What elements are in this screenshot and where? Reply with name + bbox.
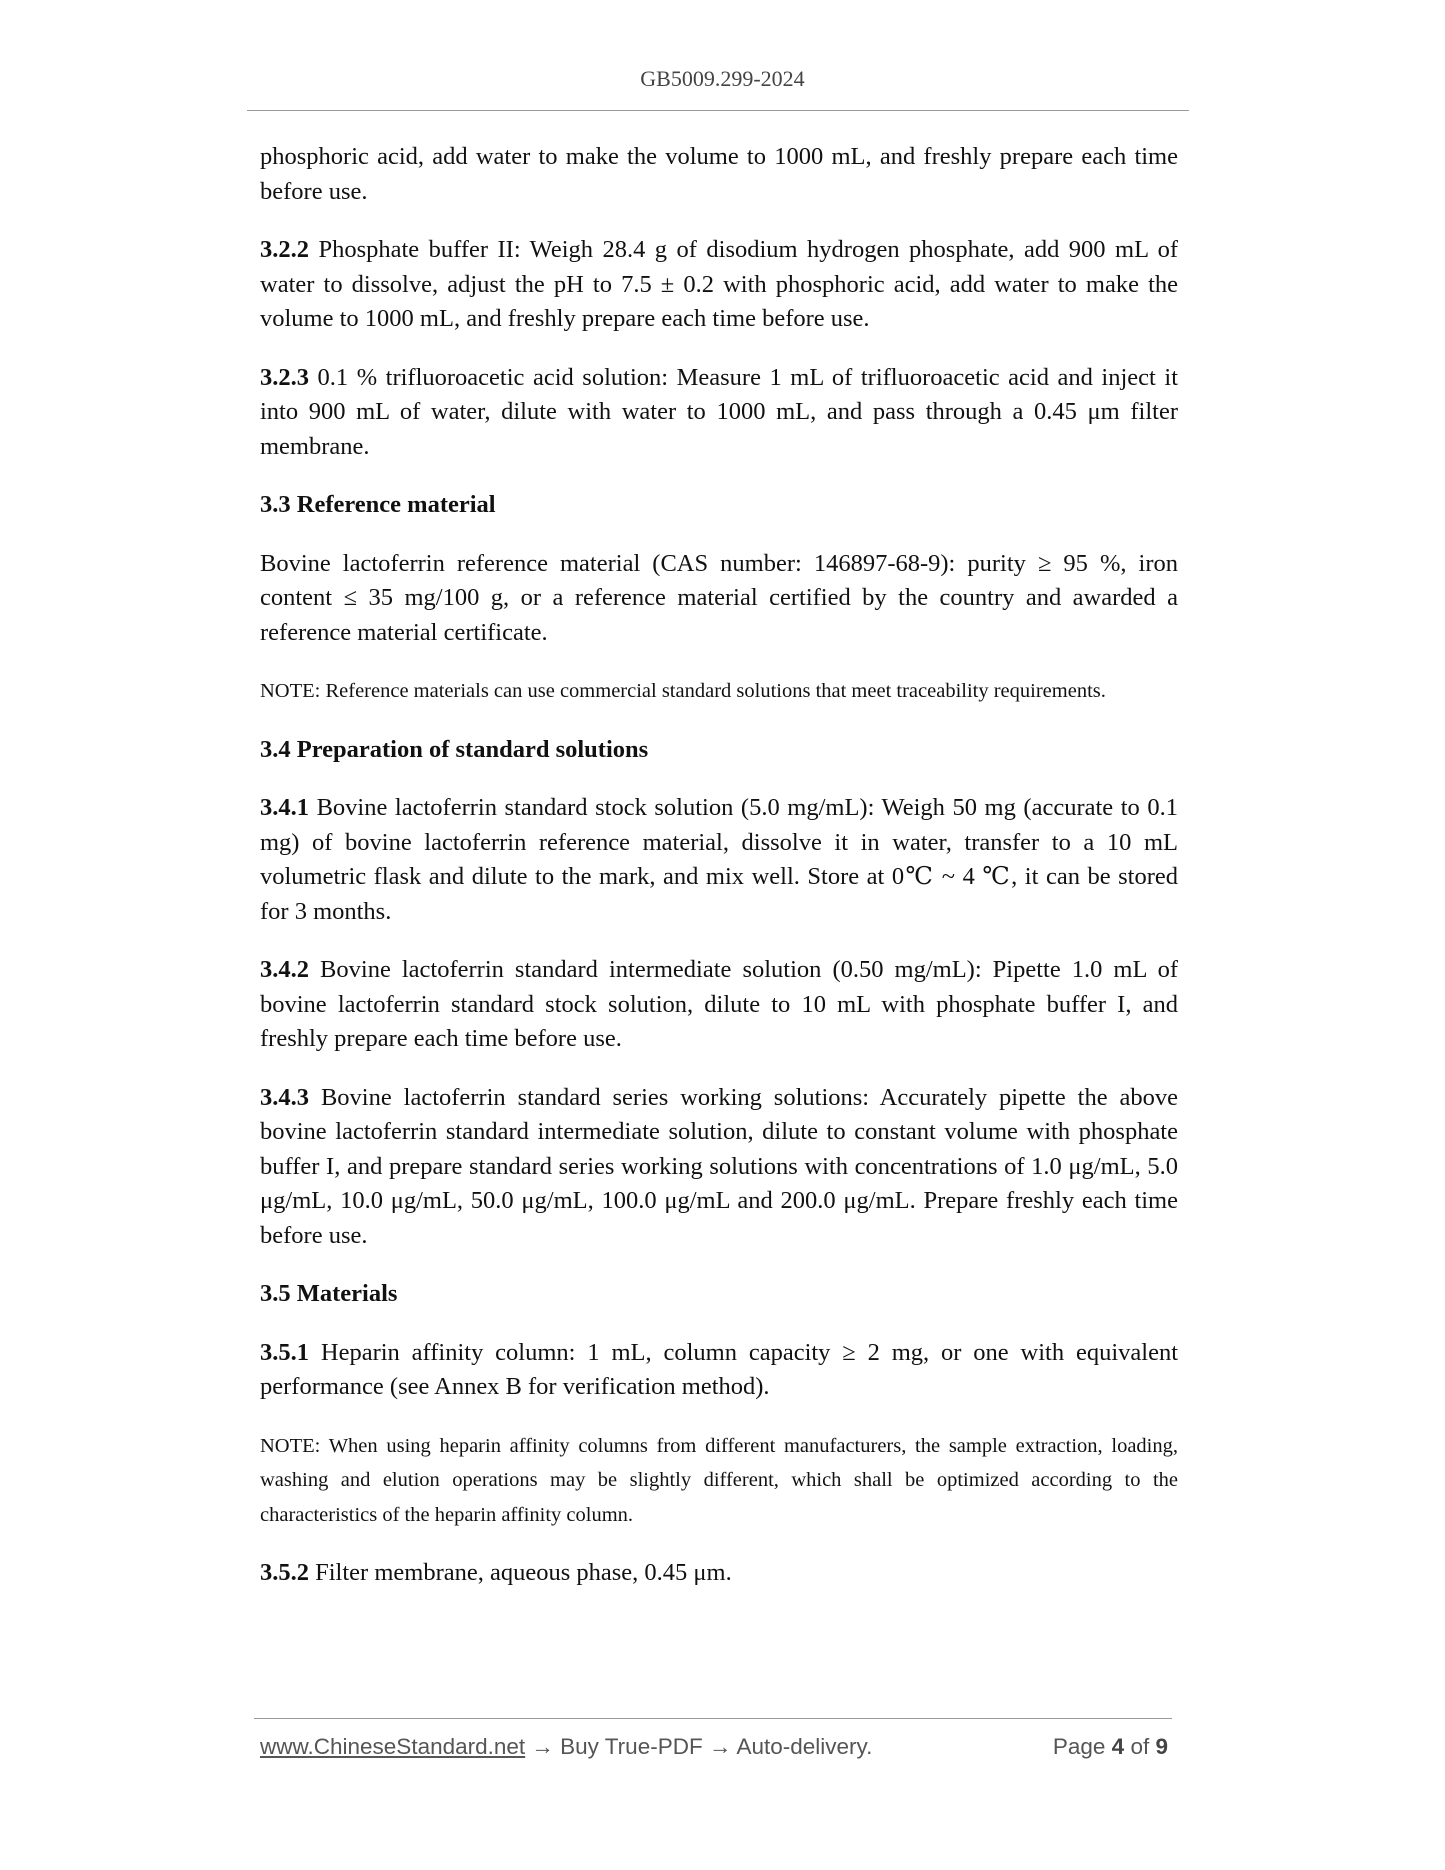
clause-3-4-3 bbox=[260, 1081, 1178, 1254]
clause-number: 3.5.1 bbox=[260, 1338, 309, 1366]
footer-divider bbox=[254, 1718, 1172, 1719]
clause-3-5-1 bbox=[260, 1336, 1178, 1405]
clause-3-5-2 bbox=[260, 1556, 1178, 1591]
clause-number: 3.4.3 bbox=[260, 1083, 309, 1111]
page-current: 4 bbox=[1111, 1734, 1125, 1759]
clause-number: 3.2.2 bbox=[260, 236, 309, 263]
footer-promo bbox=[260, 1734, 872, 1760]
clause-number: 3.4.2 bbox=[260, 956, 309, 983]
section-heading-3-3: 3.3 Reference material bbox=[260, 491, 496, 518]
clause-3-2-3 bbox=[260, 361, 1178, 465]
footer-promo-text: → Buy True-PDF → Auto-delivery. bbox=[525, 1734, 873, 1759]
document-body bbox=[260, 140, 1178, 1615]
section-heading-3-5: 3.5 Materials bbox=[260, 1280, 398, 1307]
clause-text: Bovine lactoferrin standard stock solution (5.0 mg/mL): Weigh 50 mg (accurate to 0.1 mg) of bovine lactoferrin reference material, dissolve it in water, transfer to a 10 mL volumetric flask and dilute to the mark, and mix well. Store at 0℃ ~ 4 ℃, it can be stored for 3 months. bbox=[260, 794, 1178, 925]
section-heading-3-4: 3.4 Preparation of standard solutions bbox=[260, 735, 649, 763]
clause-text: Heparin affinity column: 1 mL, column capacity ≥ 2 mg, or one with equivalent performance (see Annex B for verification method). bbox=[260, 1338, 1178, 1400]
header-divider bbox=[247, 110, 1189, 111]
clause-text: Filter membrane, aqueous phase, 0.45 μm. bbox=[315, 1559, 732, 1586]
clause-3-4-2 bbox=[260, 953, 1178, 1057]
page-footer bbox=[260, 1734, 1168, 1760]
clause-3-4-1 bbox=[260, 791, 1178, 929]
clause-text: Phosphate buffer II: Weigh 28.4 g of disodium hydrogen phosphate, add 900 mL of water to dissolve, adjust the pH to 7.5 ± 0.2 with phosphoric acid, add water to make the volume to 1000 mL, and freshly prepare each time before use. bbox=[260, 236, 1179, 332]
clause-3-2-2 bbox=[260, 233, 1178, 337]
clause-number: 3.4.1 bbox=[260, 794, 309, 821]
note-reference-material: NOTE: Reference materials can use commercial standard solutions that meet traceability requirements. bbox=[260, 680, 1106, 702]
page-of: of bbox=[1130, 1734, 1150, 1759]
clause-text: 0.1 % trifluoroacetic acid solution: Measure 1 mL of trifluoroacetic acid and inject it into 900 mL of water, dilute with water to 1000 mL, and pass through a 0.45 μm filter membrane. bbox=[260, 363, 1179, 460]
clause-text: Bovine lactoferrin standard intermediate solution (0.50 mg/mL): Pipette 1.0 mL of bovine lactoferrin standard stock solution, dilute to 10 mL with phosphate buffer I, and freshly prepare each time before use. bbox=[260, 956, 1179, 1052]
paragraph-continued: phosphoric acid, add water to make the volume to 1000 mL, and freshly prepare each time before use. bbox=[260, 143, 1178, 205]
site-link[interactable]: www.ChineseStandard.net bbox=[260, 1734, 526, 1759]
note-heparin-column: NOTE: When using heparin affinity columns from different manufacturers, the sample extraction, loading, washing and elution operations may be slightly different, which shall be optimized according to the characteristics of the heparin affinity column. bbox=[260, 1434, 1178, 1526]
page-indicator bbox=[1053, 1734, 1168, 1760]
page-total: 9 bbox=[1155, 1734, 1168, 1759]
clause-number: 3.2.3 bbox=[260, 363, 309, 391]
document-code: GB5009.299-2024 bbox=[640, 66, 805, 91]
clause-number: 3.5.2 bbox=[260, 1559, 309, 1586]
paragraph-reference-material: Bovine lactoferrin reference material (CAS number: 146897-68-9): purity ≥ 95 %, iron content ≤ 35 mg/100 g, or a reference material certified by the country and awarded a reference material certificate. bbox=[260, 549, 1178, 646]
clause-text: Bovine lactoferrin standard series working solutions: Accurately pipette the above bovine lactoferrin standard intermediate solution, dilute to constant volume with phosphate buffer I, and prepare standard series working solutions with concentrations of 1.0 μg/mL, 5.0 μg/mL, 10.0 μg/mL, 50.0 μg/mL, 100.0 μg/mL and 200.0 μg/mL. Prepare freshly each time before use. bbox=[260, 1083, 1179, 1249]
page-label: Page bbox=[1052, 1734, 1106, 1759]
